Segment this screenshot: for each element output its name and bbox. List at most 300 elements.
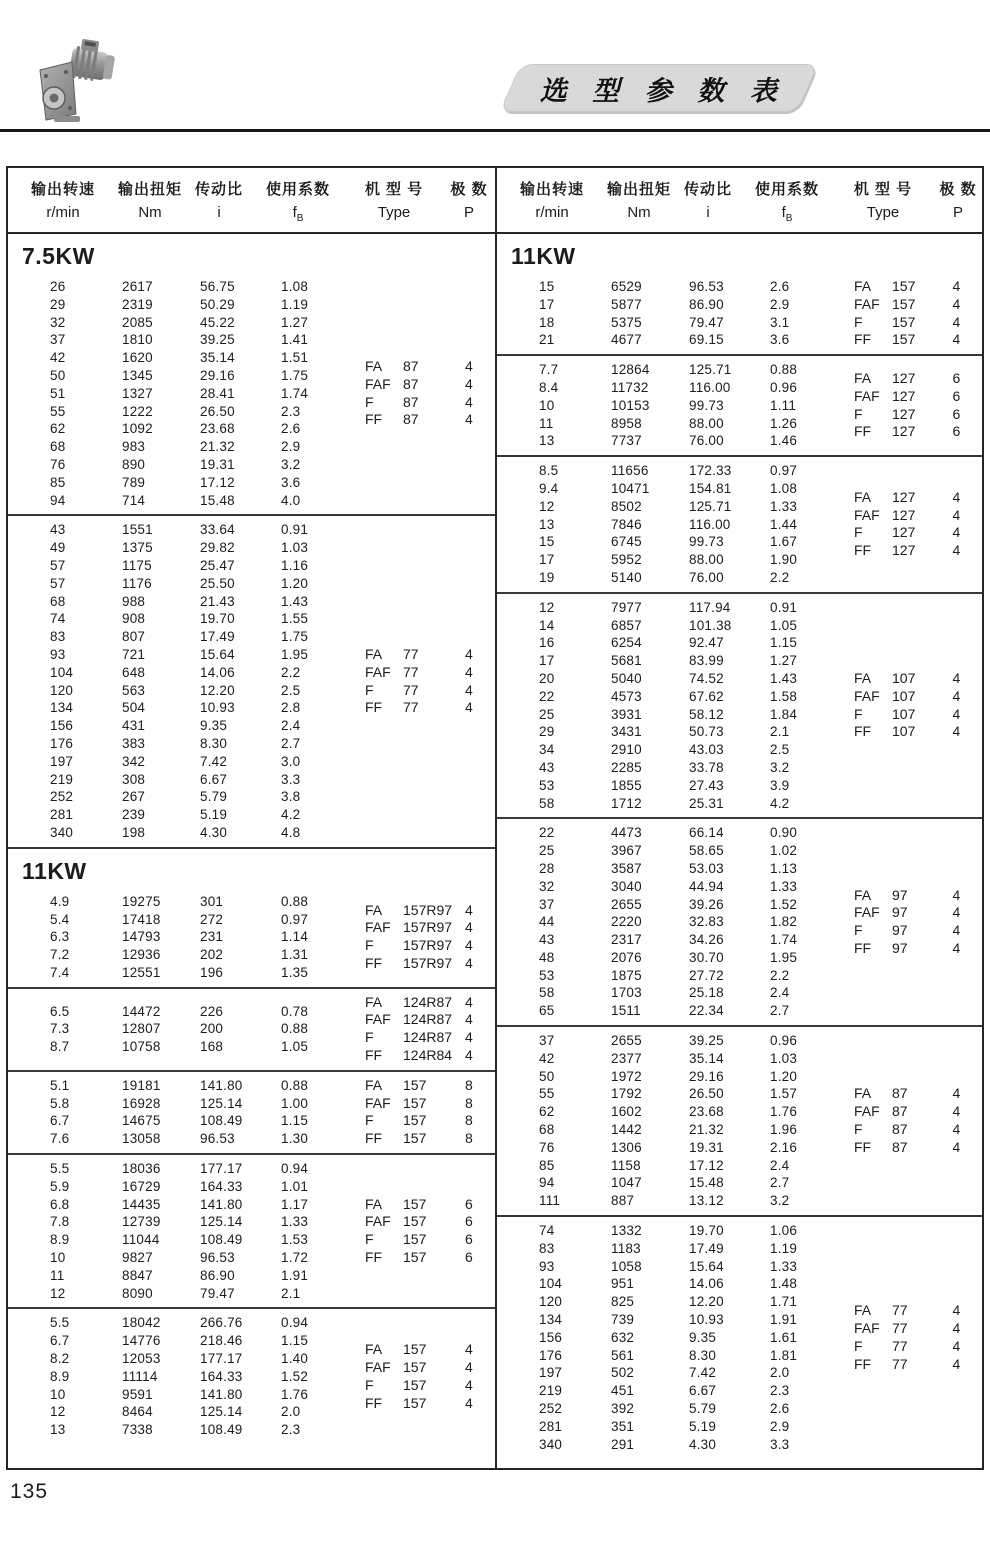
model-cell xyxy=(365,1112,465,1130)
table-panel-left xyxy=(8,168,495,1468)
torque-cell: 3587 xyxy=(611,860,642,876)
model-prefix: F xyxy=(854,705,863,722)
service-factor-cell: 1.35 xyxy=(281,964,309,980)
torque-cell: 8090 xyxy=(122,1285,153,1301)
model-prefix: FF xyxy=(854,1138,872,1155)
service-factor-cell: 1.14 xyxy=(281,929,309,945)
speed-cell: 42 xyxy=(539,1050,555,1066)
speed-cell: 68 xyxy=(50,439,66,455)
torque-cell: 2377 xyxy=(611,1050,642,1066)
service-factor-cell: 1.15 xyxy=(281,1113,309,1129)
service-factor-cell: 2.16 xyxy=(770,1139,798,1155)
model-size: 87 xyxy=(403,358,419,375)
ratio-cell: 108.49 xyxy=(200,1113,243,1129)
model-prefix: FF xyxy=(365,1047,383,1064)
torque-cell: 10758 xyxy=(122,1039,161,1055)
speed-cell: 13 xyxy=(539,433,555,449)
ratio-cell: 22.34 xyxy=(689,1003,724,1019)
model-cell xyxy=(854,296,952,314)
poles-cell: 4 xyxy=(952,278,961,294)
col-unit-service-factor xyxy=(745,204,829,224)
ratio-cell: 50.73 xyxy=(689,724,724,740)
poles-cell: 4 xyxy=(952,542,961,559)
ratio-cell: 15.64 xyxy=(200,646,235,662)
ratio-cell: 117.94 xyxy=(689,599,731,615)
poles-cell: 4 xyxy=(952,1103,961,1120)
col-header-output-torque: 输出扭矩 xyxy=(607,181,672,198)
service-factor-cell: 1.13 xyxy=(770,860,798,876)
speed-cell: 49 xyxy=(50,540,66,556)
speed-cell: 252 xyxy=(539,1401,563,1417)
ratio-cell: 164.33 xyxy=(200,1178,243,1194)
model-cell xyxy=(854,887,952,905)
service-factor-cell: 1.27 xyxy=(770,653,798,669)
service-factor-cell: 3.3 xyxy=(281,771,301,787)
model-size: 87 xyxy=(403,375,419,392)
torque-cell: 8464 xyxy=(122,1404,153,1420)
service-factor-cell: 1.02 xyxy=(770,843,798,859)
ratio-cell: 12.20 xyxy=(200,682,235,698)
model-size: 107 xyxy=(892,705,916,722)
model-cell xyxy=(854,1320,952,1338)
model-size: 77 xyxy=(403,663,419,680)
speed-cell: 68 xyxy=(539,1122,555,1138)
torque-cell: 3967 xyxy=(611,843,642,859)
poles-cell: 6 xyxy=(952,387,961,404)
poles-cell: 4 xyxy=(465,358,473,375)
speed-cell: 7.8 xyxy=(50,1214,70,1230)
service-factor-cell: 1.19 xyxy=(281,296,309,312)
service-factor-cell: 4.2 xyxy=(770,795,790,811)
ratio-cell: 33.78 xyxy=(689,759,724,775)
rows-grid xyxy=(497,599,854,813)
ratio-cell: 17.49 xyxy=(200,629,235,645)
speed-cell: 197 xyxy=(539,1365,563,1381)
service-factor-cell: 1.03 xyxy=(281,540,309,556)
service-factor-cell: 2.2 xyxy=(770,967,790,983)
speed-cell: 340 xyxy=(50,824,74,840)
speed-cell: 68 xyxy=(50,593,66,609)
ratio-cell: 99.73 xyxy=(689,534,724,550)
service-factor-cell: 3.0 xyxy=(281,753,301,769)
torque-cell: 451 xyxy=(611,1383,635,1399)
model-cell xyxy=(365,1095,465,1113)
speed-cell: 6.7 xyxy=(50,1333,70,1349)
ratio-cell: 96.53 xyxy=(689,279,724,294)
model-prefix: F xyxy=(365,1231,374,1248)
ratio-cell: 125.14 xyxy=(200,1095,243,1111)
poles-list xyxy=(465,1196,495,1267)
col-header-service-factor: 使用系数 xyxy=(265,181,330,198)
torque-cell: 16729 xyxy=(122,1178,161,1194)
speed-cell: 5.9 xyxy=(50,1178,70,1194)
torque-cell: 1183 xyxy=(611,1240,641,1256)
model-cell xyxy=(365,1047,465,1065)
poles-list xyxy=(465,1077,495,1148)
model-size: 157 xyxy=(403,1376,427,1393)
speed-cell: 44 xyxy=(539,914,555,930)
torque-cell: 1792 xyxy=(611,1086,642,1102)
service-factor-cell: 1.61 xyxy=(770,1329,798,1345)
model-prefix: FA xyxy=(854,1085,872,1102)
model-list xyxy=(365,1341,465,1412)
torque-cell: 8847 xyxy=(122,1267,153,1283)
model-cell xyxy=(854,904,952,922)
torque-cell: 14793 xyxy=(122,929,161,945)
speed-cell: 176 xyxy=(50,735,74,751)
model-size: 157 xyxy=(403,1358,427,1375)
ratio-cell: 25.47 xyxy=(200,557,235,573)
service-factor-cell: 1.52 xyxy=(281,1368,309,1384)
service-factor-cell: 1.43 xyxy=(281,593,309,609)
ratio-cell: 125.14 xyxy=(200,1214,243,1230)
col-unit-ratio: i xyxy=(706,204,710,221)
service-factor-cell: 1.95 xyxy=(281,646,309,662)
service-factor-cell: 0.94 xyxy=(281,1161,309,1177)
speed-cell: 104 xyxy=(50,664,74,680)
ratio-cell: 108.49 xyxy=(200,1232,243,1248)
torque-cell: 12936 xyxy=(122,947,161,963)
torque-cell: 1810 xyxy=(122,332,153,348)
rows-grid xyxy=(497,1032,854,1210)
poles-cell: 8 xyxy=(465,1076,473,1093)
torque-cell: 9591 xyxy=(122,1386,153,1402)
torque-cell: 4573 xyxy=(611,688,642,704)
selection-parameter-table xyxy=(6,166,984,1470)
model-prefix: F xyxy=(854,1121,863,1138)
model-cell xyxy=(854,940,952,958)
ratio-cell: 15.48 xyxy=(689,1175,724,1191)
speed-cell: 6.3 xyxy=(50,929,70,945)
ratio-cell: 108.49 xyxy=(200,1422,243,1438)
poles-cell: 4 xyxy=(465,1011,473,1028)
model-list xyxy=(365,994,465,1065)
service-factor-cell: 2.6 xyxy=(770,279,790,294)
speed-cell: 12 xyxy=(539,599,555,615)
model-size: 127 xyxy=(892,405,916,422)
model-cell xyxy=(365,1359,465,1377)
model-size: 127 xyxy=(892,387,916,404)
service-factor-cell: 1.05 xyxy=(281,1039,309,1055)
model-prefix: FAF xyxy=(365,663,391,680)
ratio-cell: 21.43 xyxy=(200,593,235,609)
rows-grid xyxy=(497,1222,854,1453)
model-size: 157 xyxy=(403,1076,427,1093)
model-cell xyxy=(854,723,952,741)
service-factor-cell: 1.31 xyxy=(281,947,309,963)
service-factor-cell: 1.55 xyxy=(281,611,309,627)
torque-cell: 1375 xyxy=(122,540,153,556)
model-list xyxy=(365,358,465,429)
ratio-cell: 202 xyxy=(200,947,224,963)
speed-cell: 25 xyxy=(539,706,555,722)
torque-cell: 1551 xyxy=(122,522,153,538)
torque-cell: 1875 xyxy=(611,967,642,983)
poles-cell: 4 xyxy=(465,1029,473,1046)
service-factor-cell: 1.27 xyxy=(281,314,309,330)
col-unit-model: Type xyxy=(377,204,411,221)
torque-cell: 17418 xyxy=(122,911,161,927)
model-prefix: FA xyxy=(365,993,383,1010)
ratio-cell: 6.67 xyxy=(689,1383,717,1399)
speed-cell: 6.5 xyxy=(50,1003,70,1019)
rows-grid xyxy=(497,824,854,1020)
speed-cell: 17 xyxy=(539,552,555,568)
torque-cell: 1175 xyxy=(122,557,152,573)
service-factor-cell: 1.57 xyxy=(770,1086,798,1102)
ratio-cell: 19.31 xyxy=(200,456,235,472)
speed-cell: 120 xyxy=(50,682,74,698)
torque-cell: 12551 xyxy=(122,964,161,980)
model-cell xyxy=(854,388,952,406)
poles-cell: 4 xyxy=(465,937,473,954)
poles-cell: 4 xyxy=(465,954,473,971)
model-size: 157 xyxy=(403,1094,427,1111)
service-factor-subscript: B xyxy=(785,213,793,224)
model-size: 157 xyxy=(403,1195,427,1212)
speed-cell: 57 xyxy=(50,575,66,591)
speed-cell: 7.2 xyxy=(50,947,70,963)
ratio-cell: 23.68 xyxy=(689,1104,724,1120)
service-factor-cell: 2.4 xyxy=(770,985,790,1001)
model-cell xyxy=(854,1302,952,1320)
speed-cell: 340 xyxy=(539,1436,563,1452)
model-size: 157 xyxy=(403,1112,427,1129)
model-prefix: FA xyxy=(365,1076,383,1093)
ratio-cell: 168 xyxy=(200,1039,224,1055)
model-list xyxy=(854,278,952,349)
model-prefix: FA xyxy=(854,488,872,505)
rows-grid xyxy=(8,521,365,841)
ratio-cell: 19.70 xyxy=(200,611,235,627)
poles-cell: 6 xyxy=(465,1195,473,1212)
model-cell xyxy=(854,524,952,542)
torque-cell: 721 xyxy=(122,646,146,662)
poles-cell: 6 xyxy=(465,1213,473,1230)
ratio-cell: 301 xyxy=(200,893,224,909)
model-cell xyxy=(854,1356,952,1374)
torque-cell: 12053 xyxy=(122,1351,161,1367)
model-size: 97 xyxy=(892,886,908,903)
model-prefix: F xyxy=(854,524,863,541)
model-prefix: FA xyxy=(365,645,383,662)
speed-cell: 5.5 xyxy=(50,1315,70,1331)
poles-list xyxy=(465,994,495,1065)
col-unit-service-factor xyxy=(256,204,340,224)
poles-cell: 6 xyxy=(465,1249,473,1266)
model-prefix: F xyxy=(365,393,374,410)
service-factor-cell: 0.91 xyxy=(770,599,798,615)
col-unit-poles: P xyxy=(952,204,963,221)
rows-grid xyxy=(497,361,854,450)
torque-cell: 2085 xyxy=(122,314,153,330)
torque-cell: 1442 xyxy=(611,1122,642,1138)
service-factor-cell: 1.58 xyxy=(770,688,798,704)
torque-cell: 908 xyxy=(122,611,146,627)
model-prefix: F xyxy=(365,1376,374,1393)
speed-cell: 8.9 xyxy=(50,1368,70,1384)
service-factor-cell: 1.00 xyxy=(281,1095,309,1111)
poles-list xyxy=(952,278,982,349)
speed-cell: 4.9 xyxy=(50,893,70,909)
header-rule xyxy=(0,129,990,132)
speed-cell: 43 xyxy=(539,932,555,948)
service-factor-cell: 0.88 xyxy=(770,362,798,378)
poles-cell: 4 xyxy=(952,705,961,722)
model-cell xyxy=(365,1231,465,1249)
service-factor-cell: 0.94 xyxy=(281,1315,309,1331)
poles-cell: 4 xyxy=(952,723,961,740)
torque-cell: 6529 xyxy=(611,279,642,294)
service-factor-cell: 1.15 xyxy=(281,1333,309,1349)
model-prefix: F xyxy=(854,405,863,422)
model-cell xyxy=(854,507,952,525)
service-factor-cell: 2.7 xyxy=(770,1175,790,1191)
ratio-cell: 196 xyxy=(200,964,224,980)
model-size: 87 xyxy=(403,393,419,410)
speed-cell: 32 xyxy=(539,878,555,894)
speed-cell: 5.8 xyxy=(50,1095,70,1111)
model-size: 157R97 xyxy=(403,954,453,971)
torque-cell: 739 xyxy=(611,1312,635,1328)
model-prefix: FF xyxy=(365,1394,383,1411)
poles-cell: 4 xyxy=(952,1319,961,1336)
torque-cell: 10471 xyxy=(611,480,650,496)
torque-cell: 1047 xyxy=(611,1175,642,1191)
torque-cell: 8958 xyxy=(611,415,642,431)
speed-cell: 11 xyxy=(539,415,554,431)
col-unit-speed: r/min xyxy=(46,204,80,221)
model-cell xyxy=(854,670,952,688)
torque-cell: 1511 xyxy=(611,1003,641,1019)
torque-cell: 14472 xyxy=(122,1003,161,1019)
model-size: 157 xyxy=(403,1249,427,1266)
ratio-cell: 79.47 xyxy=(200,1285,235,1301)
ratio-cell: 15.48 xyxy=(200,492,235,508)
speed-cell: 37 xyxy=(539,1033,555,1049)
torque-cell: 563 xyxy=(122,682,146,698)
torque-cell: 239 xyxy=(122,807,146,823)
table-body-right xyxy=(497,234,982,1458)
speed-cell: 85 xyxy=(50,474,66,490)
ratio-cell: 7.42 xyxy=(689,1365,717,1381)
torque-cell: 887 xyxy=(611,1193,635,1209)
speed-cell: 219 xyxy=(50,771,74,787)
ratio-cell: 5.79 xyxy=(200,789,228,805)
service-factor-cell: 3.6 xyxy=(281,474,301,490)
ratio-cell: 29.82 xyxy=(200,540,235,556)
model-prefix: FAF xyxy=(854,295,880,312)
model-size: 157 xyxy=(403,1341,427,1358)
torque-cell: 2655 xyxy=(611,1033,642,1049)
torque-cell: 1306 xyxy=(611,1139,642,1155)
poles-cell: 4 xyxy=(952,506,961,523)
torque-cell: 2317 xyxy=(611,932,642,948)
col-unit-model: Type xyxy=(866,204,900,221)
data-block xyxy=(8,1155,495,1307)
model-prefix: FAF xyxy=(365,1011,391,1028)
ratio-cell: 83.99 xyxy=(689,653,724,669)
poles-cell: 4 xyxy=(465,1358,473,1375)
torque-cell: 2655 xyxy=(611,896,642,912)
speed-cell: 7.6 xyxy=(50,1131,70,1147)
ratio-cell: 29.16 xyxy=(200,367,235,383)
poles-cell: 4 xyxy=(952,295,961,312)
data-block xyxy=(497,1217,982,1458)
torque-cell: 3431 xyxy=(611,724,642,740)
speed-cell: 252 xyxy=(50,789,74,805)
ratio-cell: 125.71 xyxy=(689,498,732,514)
model-cell xyxy=(365,394,465,412)
model-size: 124R87 xyxy=(403,1029,453,1046)
service-factor-cell: 1.11 xyxy=(770,397,797,413)
speed-cell: 10 xyxy=(50,1386,66,1402)
ratio-cell: 17.49 xyxy=(689,1240,724,1256)
model-size: 107 xyxy=(892,723,916,740)
model-list xyxy=(365,902,465,973)
torque-cell: 14435 xyxy=(122,1196,161,1212)
model-cell xyxy=(854,1338,952,1356)
torque-cell: 13058 xyxy=(122,1131,161,1147)
model-prefix: FF xyxy=(365,1130,383,1147)
ratio-cell: 5.79 xyxy=(689,1401,717,1417)
torque-cell: 4473 xyxy=(611,825,642,841)
ratio-cell: 26.50 xyxy=(200,403,235,419)
ratio-cell: 12.20 xyxy=(689,1294,724,1310)
model-prefix: FF xyxy=(854,542,872,559)
ratio-cell: 99.73 xyxy=(689,397,724,413)
model-cell xyxy=(365,411,465,429)
ratio-cell: 8.30 xyxy=(689,1347,717,1363)
model-size: 157 xyxy=(892,331,916,348)
model-size: 124R87 xyxy=(403,1011,453,1028)
speed-cell: 7.7 xyxy=(539,362,559,378)
model-cell xyxy=(365,682,465,700)
torque-cell: 988 xyxy=(122,593,146,609)
poles-cell: 4 xyxy=(465,1376,473,1393)
ratio-cell: 25.18 xyxy=(689,985,724,1001)
title-banner xyxy=(499,64,818,112)
ratio-cell: 67.62 xyxy=(689,688,724,704)
model-size: 157R97 xyxy=(403,919,453,936)
model-prefix: FF xyxy=(365,411,383,428)
model-prefix: FAF xyxy=(365,919,391,936)
model-prefix: F xyxy=(854,313,863,330)
model-size: 97 xyxy=(892,922,908,939)
model-prefix: FF xyxy=(365,1249,383,1266)
speed-cell: 43 xyxy=(539,759,555,775)
service-factor-cell: 4.0 xyxy=(281,492,301,508)
model-size: 157 xyxy=(892,278,916,294)
torque-cell: 16928 xyxy=(122,1095,161,1111)
speed-cell: 9.4 xyxy=(539,480,559,496)
data-block xyxy=(497,457,982,592)
service-factor-cell: 1.01 xyxy=(281,1178,309,1194)
service-factor-cell: 1.33 xyxy=(770,878,798,894)
speed-cell: 55 xyxy=(50,403,66,419)
speed-cell: 15 xyxy=(539,534,555,550)
service-factor-cell: 1.17 xyxy=(281,1196,309,1212)
torque-cell: 561 xyxy=(611,1347,635,1363)
service-factor-cell: 1.72 xyxy=(281,1250,309,1266)
torque-cell: 6857 xyxy=(611,617,642,633)
model-cell xyxy=(365,1249,465,1267)
model-cell xyxy=(365,955,465,973)
col-header-output-speed: 输出转速 xyxy=(30,181,95,198)
model-prefix: FA xyxy=(365,1341,383,1358)
ratio-cell: 58.12 xyxy=(689,706,724,722)
page-title: 选 型 参 数 表 xyxy=(540,75,787,106)
